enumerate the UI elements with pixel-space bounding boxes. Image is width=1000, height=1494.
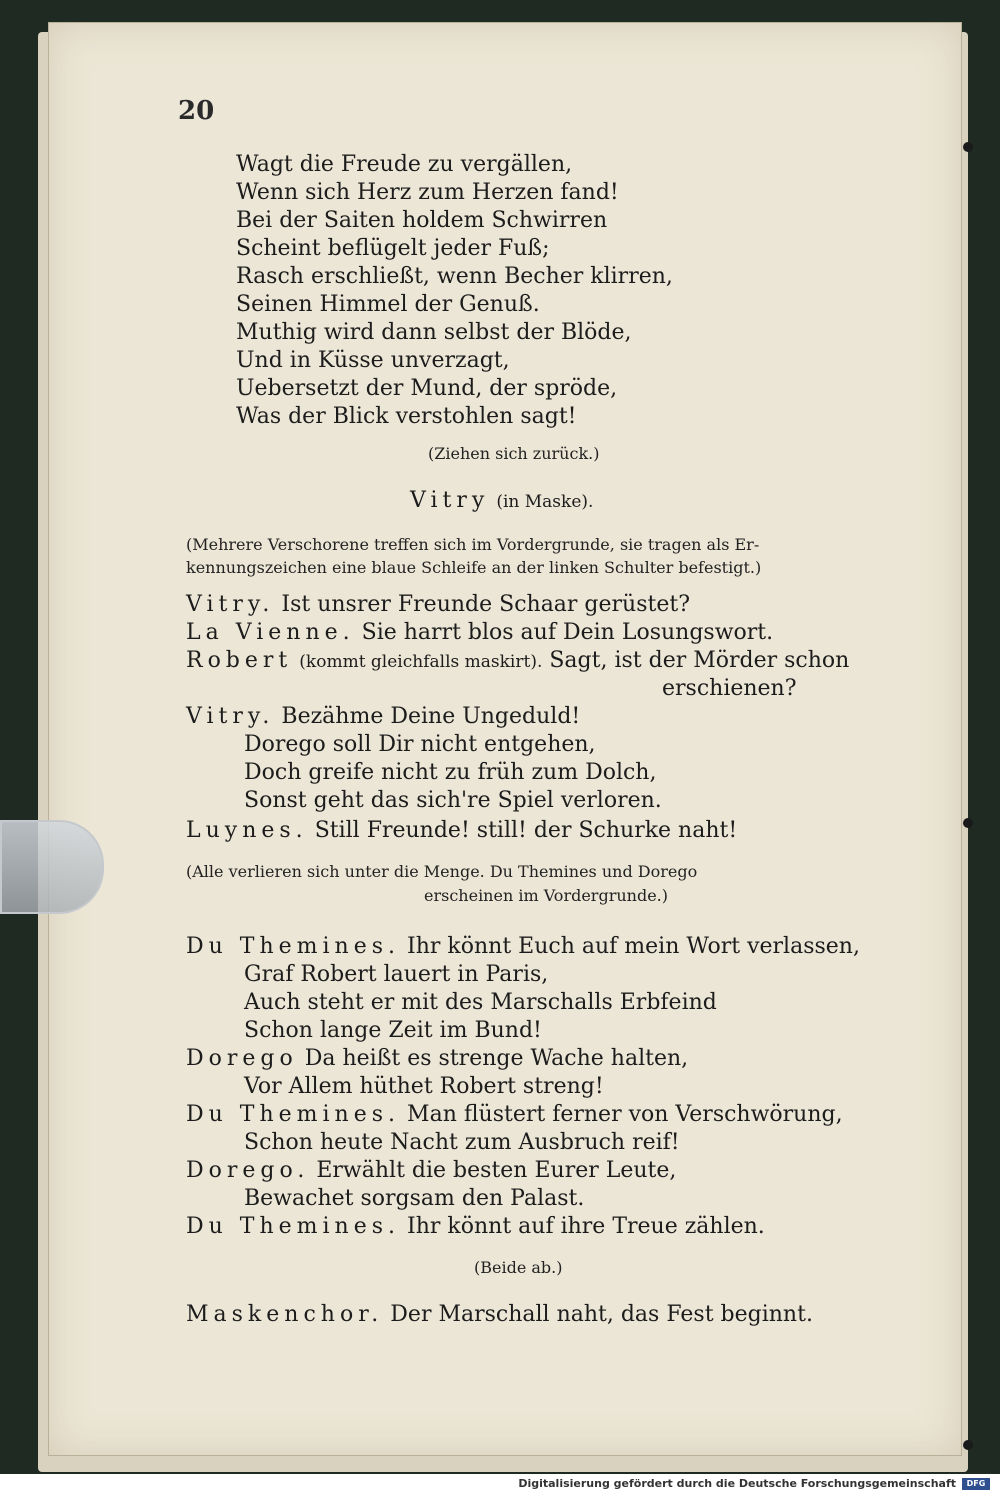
dialogue-continuation: Dorego soll Dir nicht entgehen, — [244, 732, 596, 757]
dialogue-line — [186, 1302, 813, 1327]
dialogue-line — [186, 1102, 843, 1127]
dialogue-text: Ist unsrer Freunde Schaar gerüstet? — [281, 592, 691, 617]
dialogue-line — [186, 592, 690, 617]
speaker-name: La Vienne. — [186, 620, 355, 645]
dialogue-text: Der Marschall naht, das Fest beginnt. — [390, 1302, 813, 1327]
dialogue-line — [186, 818, 737, 843]
dialogue-text: Still Freunde! still! der Schurke naht! — [314, 818, 738, 843]
footer-credit: Digitalisierung gefördert durch die Deutsche Forschungsgemeinschaft — [518, 1477, 956, 1490]
dialogue-text: Sagt, ist der Mörder schon — [549, 648, 850, 673]
stage-direction: erscheinen im Vordergrunde.) — [424, 886, 668, 905]
stage-direction: (Alle verlieren sich unter die Menge. Du Themines und Dorego — [186, 862, 698, 881]
dialogue-line — [186, 1046, 688, 1071]
dialogue-continuation: Doch greife nicht zu früh zum Dolch, — [244, 760, 657, 785]
dialogue-continuation: Schon heute Nacht zum Ausbruch reif! — [244, 1130, 680, 1155]
verse-line: Uebersetzt der Mund, der spröde, — [236, 376, 618, 401]
dialogue-continuation: Sonst geht das sich're Spiel verloren. — [244, 788, 662, 813]
verse-line: Muthig wird dann selbst der Blöde, — [236, 320, 632, 345]
dialogue-continuation: Vor Allem hüthet Robert streng! — [244, 1074, 604, 1099]
stage-direction: kennungszeichen eine blaue Schleife an der linken Schulter befestigt.) — [186, 558, 762, 577]
speaker-name: Robert — [186, 648, 293, 673]
page-clip — [0, 820, 104, 914]
speaker-name: Du Themines. — [186, 1102, 401, 1127]
page-number: 20 — [178, 96, 215, 126]
speaker-name: Du Themines. — [186, 934, 401, 959]
stage-direction: (Ziehen sich zurück.) — [428, 444, 600, 463]
verse-line: Und in Küsse unverzagt, — [236, 348, 510, 373]
stage-note: (in Maske). — [496, 492, 594, 512]
binding-mark — [963, 142, 973, 152]
dialogue-continuation: erschienen? — [662, 676, 797, 701]
verse-line: Wagt die Freude zu vergällen, — [236, 152, 573, 177]
verse-line: Was der Blick verstohlen sagt! — [236, 404, 577, 429]
dialogue-continuation: Graf Robert lauert in Paris, — [244, 962, 549, 987]
verse-line: Seinen Himmel der Genuß. — [236, 292, 540, 317]
scene-heading — [410, 488, 593, 513]
speaker-name: Luynes. — [186, 818, 308, 843]
verse-line: Rasch erschließt, wenn Becher klirren, — [236, 264, 673, 289]
dialogue-continuation: Auch steht er mit des Marschalls Erbfeind — [244, 990, 717, 1015]
dfg-logo: DFG — [962, 1478, 990, 1490]
dialogue-text: Man flüstert ferner von Verschwörung, — [407, 1102, 843, 1127]
binding-mark — [963, 1440, 973, 1450]
speaker-name: Dorego. — [186, 1158, 310, 1183]
speaker-name: Vitry. — [186, 704, 275, 729]
dialogue-text: Bezähme Deine Ungeduld! — [281, 704, 581, 729]
dialogue-line — [186, 1214, 765, 1239]
stage-note: (kommt gleichfalls maskirt). — [299, 652, 543, 672]
stage-direction: (Mehrere Verschorene treffen sich im Vordergrunde, sie tragen als Er- — [186, 535, 760, 554]
speaker-name: Vitry — [410, 488, 490, 513]
verse-line: Wenn sich Herz zum Herzen fand! — [236, 180, 619, 205]
speaker-name: Du Themines. — [186, 1214, 401, 1239]
verse-line: Scheint beflügelt jeder Fuß; — [236, 236, 550, 261]
verse-line: Bei der Saiten holdem Schwirren — [236, 208, 608, 233]
dialogue-text: Da heißt es strenge Wache halten, — [304, 1046, 689, 1071]
dialogue-text: Erwählt die besten Eurer Leute, — [316, 1158, 677, 1183]
speaker-name: Dorego — [186, 1046, 298, 1071]
dialogue-line — [186, 648, 849, 673]
stage-direction: (Beide ab.) — [474, 1258, 563, 1277]
dialogue-continuation: Bewachet sorgsam den Palast. — [244, 1186, 585, 1211]
dialogue-text: Ihr könnt Euch auf mein Wort verlassen, — [407, 934, 860, 959]
dialogue-text: Sie harrt blos auf Dein Losungswort. — [361, 620, 774, 645]
dialogue-continuation: Schon lange Zeit im Bund! — [244, 1018, 542, 1043]
dialogue-line — [186, 620, 773, 645]
dialogue-line — [186, 1158, 676, 1183]
dialogue-line — [186, 934, 860, 959]
dialogue-text: Ihr könnt auf ihre Treue zählen. — [407, 1214, 765, 1239]
binding-mark — [963, 818, 973, 828]
dialogue-line — [186, 704, 580, 729]
speaker-name: Maskenchor. — [186, 1302, 384, 1327]
speaker-name: Vitry. — [186, 592, 275, 617]
